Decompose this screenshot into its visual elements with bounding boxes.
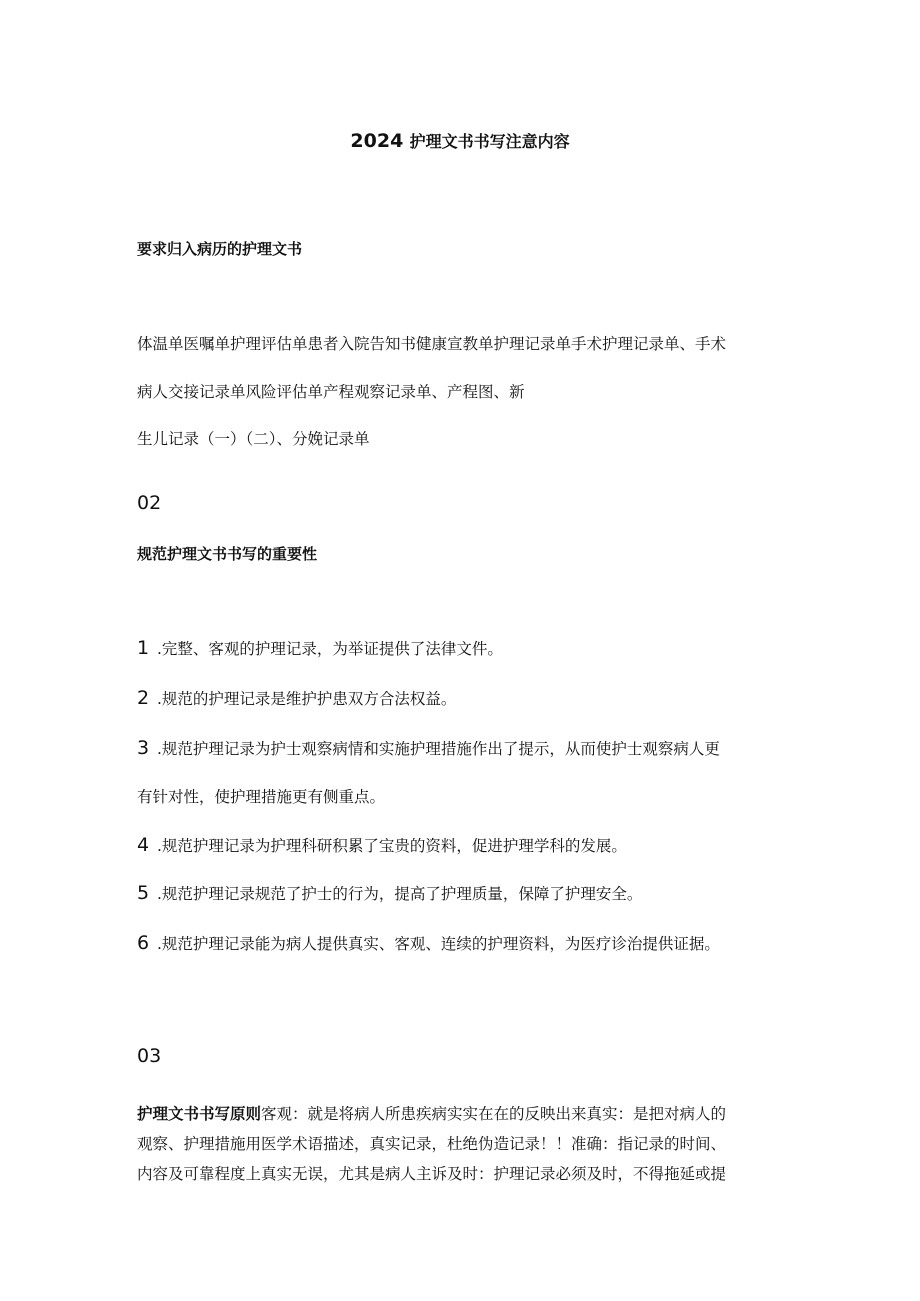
list-item-text: .规范的护理记录是维护护患双方合法权益。 bbox=[157, 690, 457, 708]
section2-heading: 规范护理文书书写的重要性 bbox=[137, 545, 318, 563]
list-item-number: 2 bbox=[137, 687, 150, 709]
section1-line-3: 生儿记录（一）（二）、分娩记录单 bbox=[137, 430, 370, 448]
title-text: 护理文书书写注意内容 bbox=[409, 132, 570, 151]
title-year: 2024 bbox=[350, 130, 404, 152]
section1-heading: 要求归入病历的护理文书 bbox=[137, 240, 303, 258]
list-item bbox=[137, 833, 627, 858]
section1-line-1: 体温单医嘱单护理评估单患者入院告知书健康宣教单护理记录单手术护理记录单、手术 bbox=[137, 335, 727, 353]
section2-number: 02 bbox=[137, 492, 162, 514]
document-title bbox=[0, 128, 920, 155]
list-item-number: 1 bbox=[137, 637, 150, 659]
list-item bbox=[137, 931, 720, 956]
list-item-number: 3 bbox=[137, 737, 150, 759]
list-item bbox=[137, 636, 503, 661]
section3-line-2: 观察、护理措施用医学术语描述，真实记录，杜绝伪造记录！！准确：指记录的时间、 bbox=[137, 1135, 727, 1153]
section3-text: 客观：就是将病人所患疾病实实在在的反映出来真实：是把对病人的 bbox=[261, 1105, 727, 1123]
section3-line-1 bbox=[137, 1099, 787, 1129]
list-item bbox=[137, 881, 642, 906]
list-item-text: .完整、客观的护理记录，为举证提供了法律文件。 bbox=[157, 640, 503, 658]
list-item-number: 5 bbox=[137, 882, 150, 904]
list-item-text: 有针对性，使护理措施更有侧重点。 bbox=[137, 788, 386, 806]
section3-line-3: 内容及可靠程度上真实无误，尤其是病人主诉及时：护理记录必须及时，不得拖延或提 bbox=[137, 1165, 727, 1183]
list-item-number: 4 bbox=[137, 834, 150, 856]
list-item-number: 6 bbox=[137, 932, 150, 954]
section3-paragraph bbox=[137, 1099, 787, 1189]
section3-number: 03 bbox=[137, 1045, 162, 1067]
list-item-text: .规范护理记录为护理科研积累了宝贵的资料，促进护理学科的发展。 bbox=[157, 837, 627, 855]
list-item-text: .规范护理记录规范了护士的行为，提高了护理质量，保障了护理安全。 bbox=[157, 885, 643, 903]
list-item bbox=[137, 736, 720, 761]
section3-heading: 护理文书书写原则 bbox=[137, 1105, 262, 1123]
list-item-continuation bbox=[137, 785, 385, 809]
section1-line-2: 病人交接记录单风险评估单产程观察记录单、产程图、新 bbox=[137, 383, 525, 401]
list-item bbox=[137, 686, 456, 711]
list-item-text: .规范护理记录为护士观察病情和实施护理措施作出了提示，从而使护士观察病人更 bbox=[157, 740, 720, 758]
list-item-text: .规范护理记录能为病人提供真实、客观、连续的护理资料，为医疗诊治提供证据。 bbox=[157, 935, 720, 953]
